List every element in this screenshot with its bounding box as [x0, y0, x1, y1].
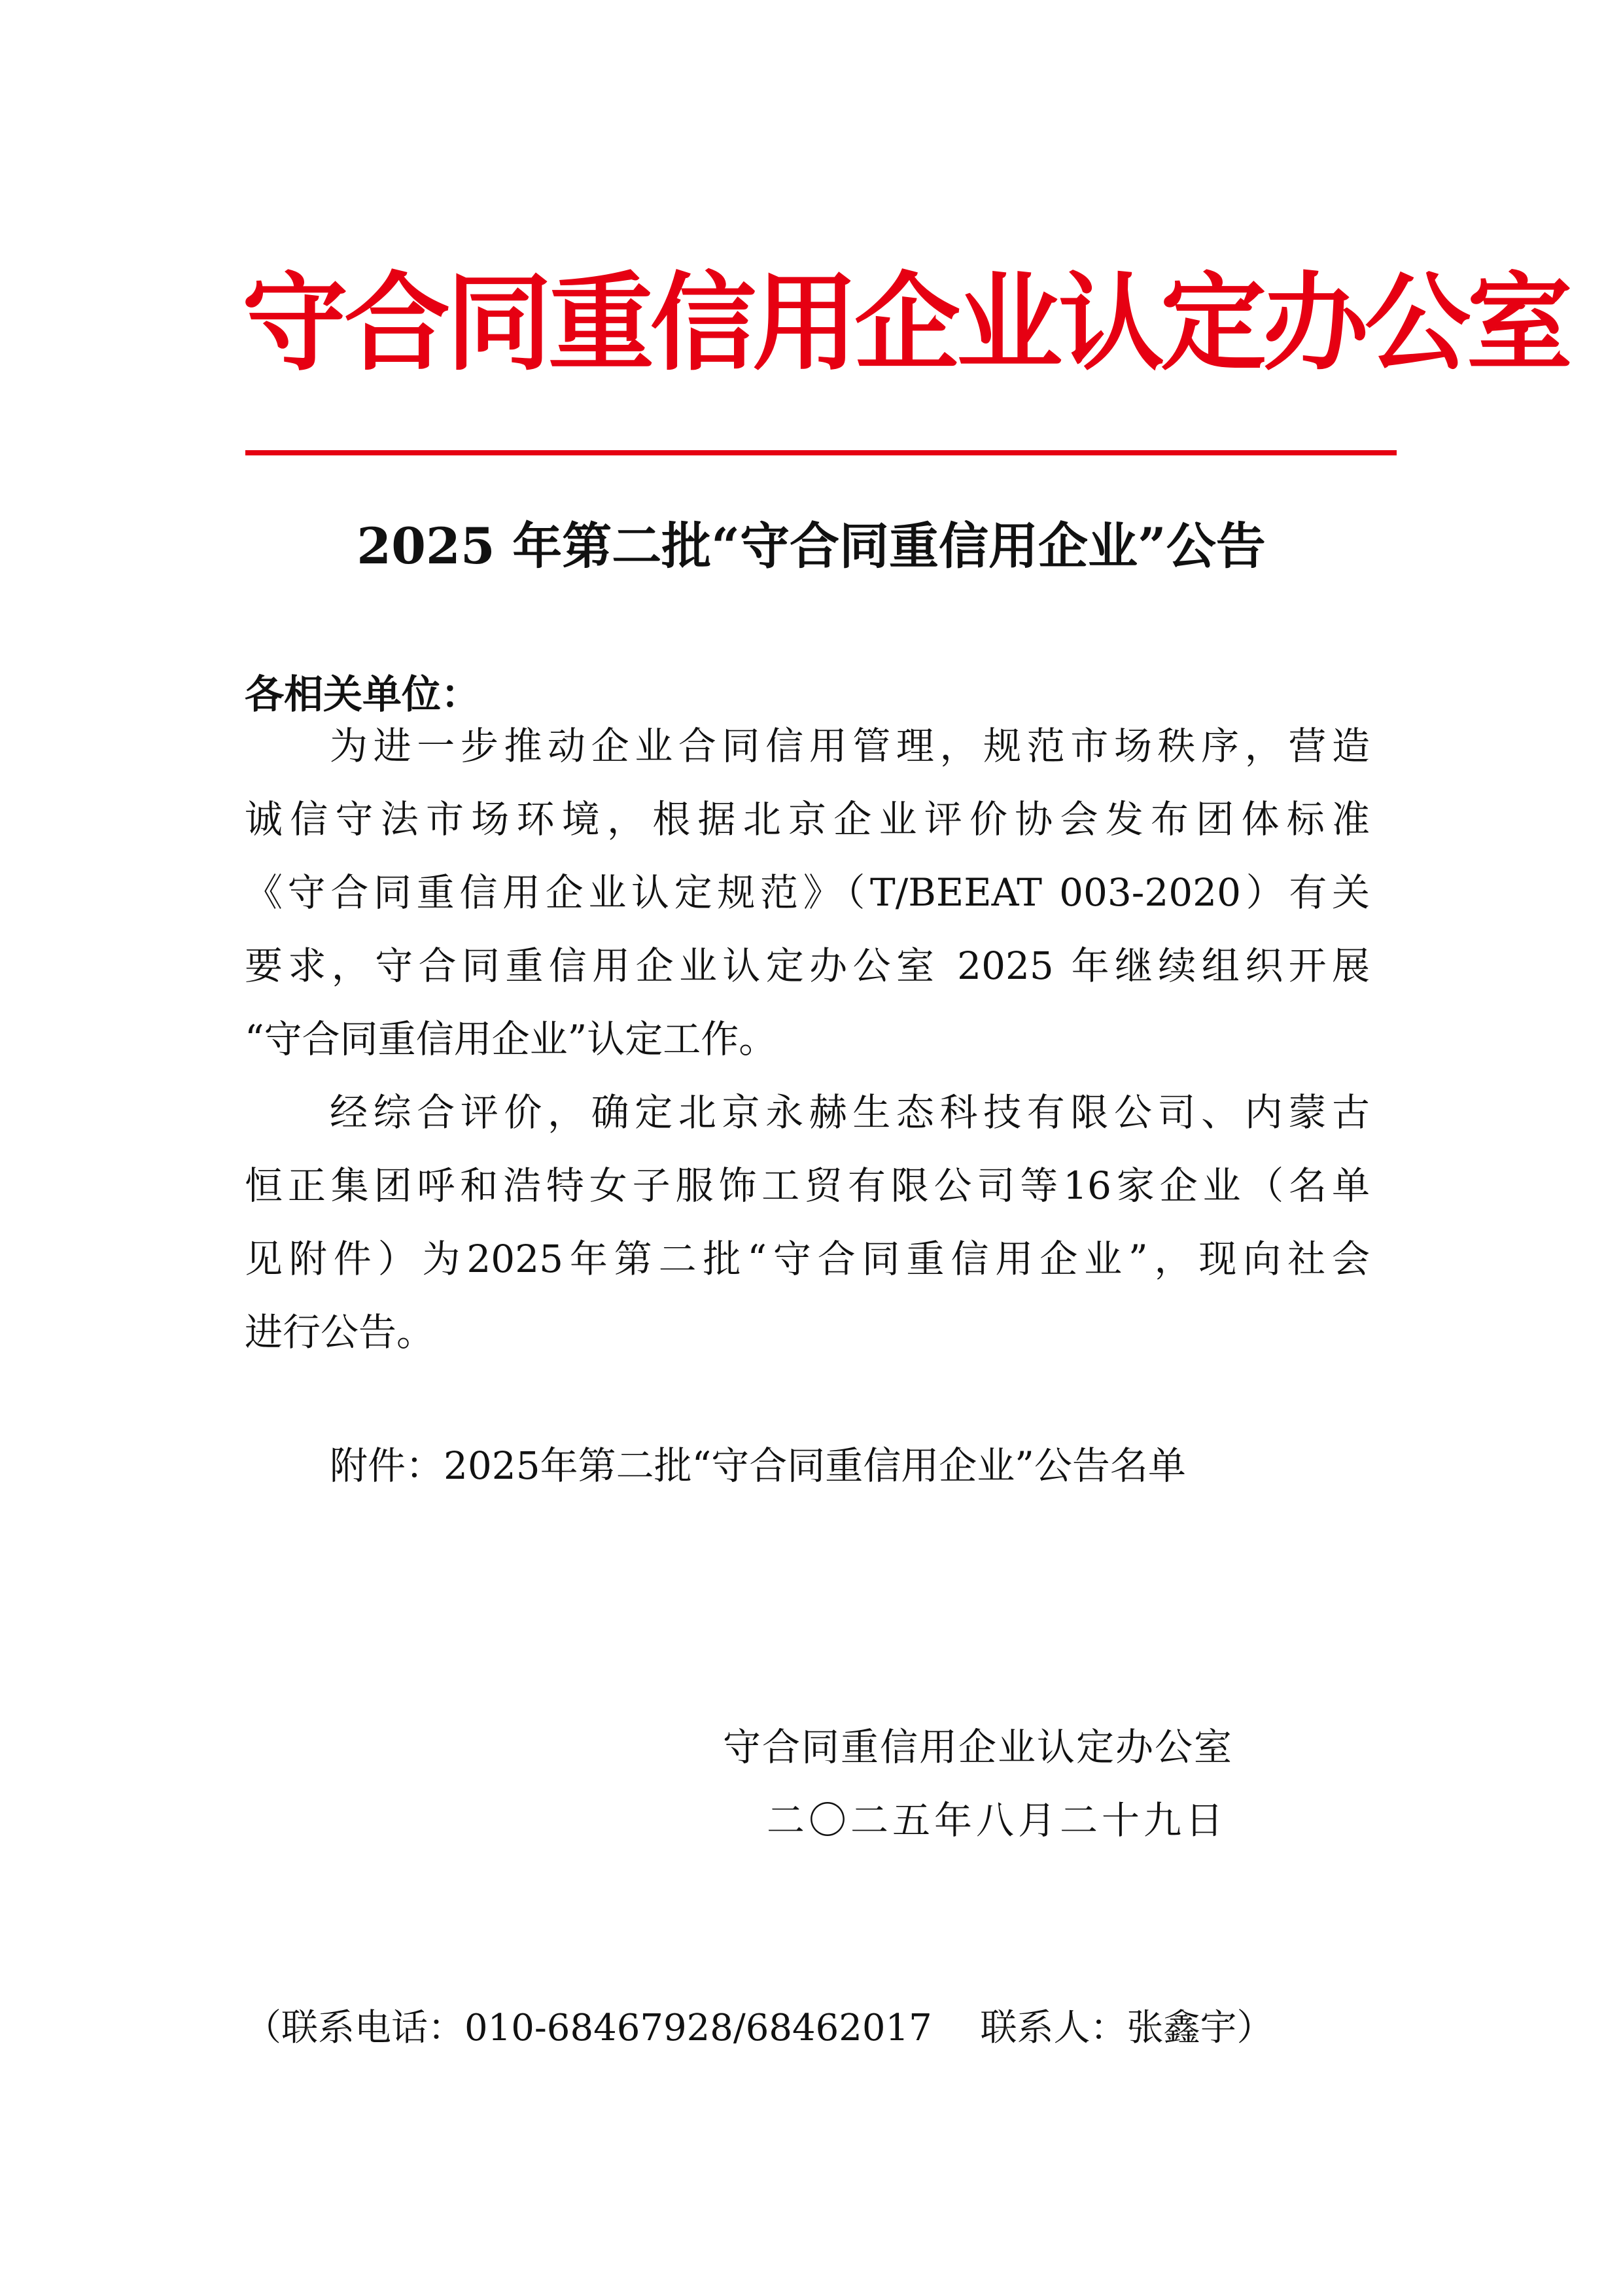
signature-organization: 守合同重信用企业认定办公室: [723, 1725, 1234, 1769]
attachment-reference: 附件：2025年第二批“守合同重信用企业”公告名单: [330, 1443, 1186, 1488]
contact-info: （联系电话：010-68467928/68462017 联系人：张鑫宇）: [245, 2007, 1274, 2049]
paragraph-2-line: 经综合评价，确定北京永赫生态科技有限公司、内蒙古: [330, 1090, 1370, 1135]
notice-title: 2025 年第二批“守合同重信用企业”公告: [357, 517, 1266, 575]
masthead-title: 守合同重信用企业认定办公室: [242, 262, 1569, 385]
paragraph-1-line: 《守合同重信用企业认定规范》（T/BEEAT 003-2020）有关: [245, 870, 1370, 915]
paragraph-1-line: “守合同重信用企业”认定工作。: [245, 1017, 777, 1061]
paragraph-1-line: 诚信守法市场环境，根据北京企业评价协会发布团体标准: [245, 797, 1370, 841]
salutation: 各相关单位：: [245, 672, 480, 718]
paragraph-1-line: 为进一步推动企业合同信用管理，规范市场秩序，营造: [330, 724, 1370, 768]
paragraph-2-line: 恒正集团呼和浩特女子服饰工贸有限公司等16家企业（名单: [245, 1163, 1370, 1208]
paragraph-2-line: 见附件）为2025年第二批“守合同重信用企业”，现向社会: [245, 1237, 1370, 1281]
paragraph-2-line: 进行公告。: [245, 1310, 435, 1354]
masthead-divider: [245, 450, 1397, 455]
paragraph-1-line: 要求，守合同重信用企业认定办公室 2025 年继续组织开展: [245, 944, 1370, 988]
signature-date: 二〇二五年八月二十九日: [767, 1798, 1228, 1843]
